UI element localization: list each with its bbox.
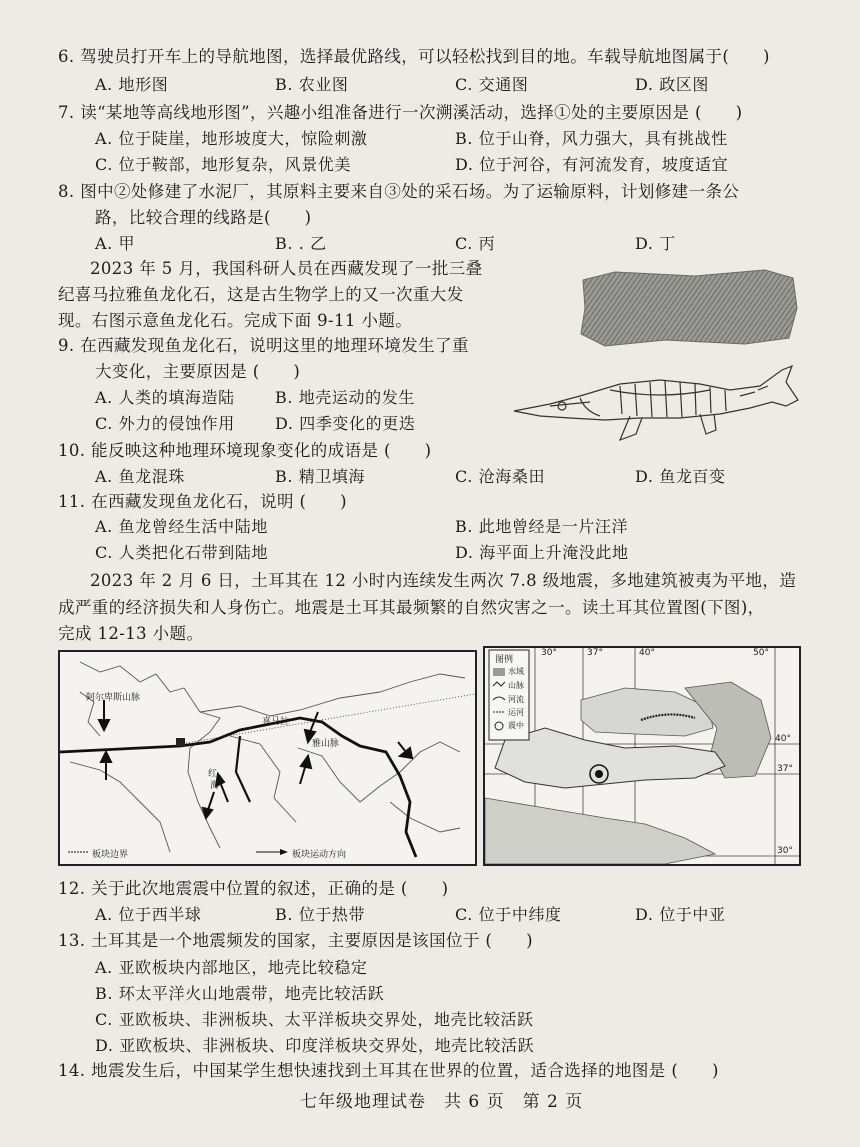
q12-option-a: A. 位于西半球 bbox=[95, 905, 202, 924]
q14-stem: 14. 地震发生后，中国某学生想快速找到土耳其在世界的位置，适合选择的地图是 ( ) bbox=[58, 1061, 719, 1080]
lon-label-37: 37° bbox=[587, 648, 603, 658]
q13-option-a: A. 亚欧板块内部地区，地壳比较稳定 bbox=[95, 958, 368, 977]
q10-option-d: D. 鱼龙百变 bbox=[635, 467, 726, 486]
legend-water: 水域 bbox=[508, 667, 524, 676]
lon-label-50: 50° bbox=[753, 648, 769, 658]
q11-option-b: B. 此地曾经是一片汪洋 bbox=[455, 517, 629, 536]
fossil-rock-image bbox=[575, 268, 800, 348]
legend-canal: 运河 bbox=[508, 708, 524, 717]
q9-option-d: D. 四季变化的更迭 bbox=[275, 414, 416, 433]
q8-option-a: A. 甲 bbox=[95, 234, 136, 253]
q10-stem: 10. 能反映这种地理环境现象变化的成语是 ( ) bbox=[58, 441, 432, 460]
legend-boundary: 板块边界 bbox=[92, 850, 129, 860]
q7-option-a: A. 位于陡崖，地形坡度大，惊险刺激 bbox=[95, 129, 368, 148]
q13-option-b: B. 环太平洋火山地震带，地壳比较活跃 bbox=[95, 984, 385, 1003]
q13-stem: 13. 土耳其是一个地震频发的国家，主要原因是该国位于 ( ) bbox=[58, 931, 533, 950]
label-red-sea-b: 海 bbox=[210, 781, 220, 791]
q10-option-b: B. 精卫填海 bbox=[275, 467, 366, 486]
q8-option-c: C. 丙 bbox=[455, 234, 496, 253]
q9-option-b: B. 地壳运动的发生 bbox=[275, 388, 415, 407]
legend-mountain: 山脉 bbox=[508, 681, 524, 690]
passage1-line2: 纪喜马拉雅鱼龙化石，这是古生物学上的又一次重大发 bbox=[58, 285, 464, 304]
q7-option-b: B. 位于山脊，风力强大，具有挑战性 bbox=[455, 129, 728, 148]
legend-epicenter: 震中 bbox=[508, 721, 524, 730]
legend-motion: 板块运动方向 bbox=[292, 850, 347, 860]
q6-option-a: A. 地形图 bbox=[95, 75, 169, 94]
label-red-sea-a: 红 bbox=[208, 769, 218, 779]
q6-stem: 6. 驾驶员打开车上的导航地图，选择最优路线，可以轻松找到目的地。车载导航地图属于( ) bbox=[58, 47, 770, 66]
q12-option-b: B. 位于热带 bbox=[275, 905, 366, 924]
lon-label-30: 30° bbox=[541, 648, 557, 658]
q12-option-c: C. 位于中纬度 bbox=[455, 905, 562, 924]
q13-option-c: C. 亚欧板块、非洲板块、太平洋板块交界处，地壳比较活跃 bbox=[95, 1010, 534, 1029]
q9-stem-line2: 大变化，主要原因是 ( ) bbox=[95, 362, 301, 381]
q7-option-c: C. 位于鞍部，地形复杂，风景优美 bbox=[95, 155, 352, 174]
ichthyosaur-fossil-image bbox=[510, 356, 805, 448]
lat-label-30: 30° bbox=[777, 846, 793, 856]
passage1-line3: 现。右图示意鱼龙化石。完成下面 9-11 小题。 bbox=[58, 311, 413, 330]
q6-option-c: C. 交通图 bbox=[455, 75, 529, 94]
q13-option-d: D. 亚欧板块、非洲板块、印度洋板块交界处，地壳比较活跃 bbox=[95, 1036, 535, 1055]
turkey-location-map bbox=[483, 646, 801, 866]
passage2-line1: 2023 年 2 月 6 日，土耳其在 12 小时内连续发生两次 7.8 级地震，多地建筑被夷为平地，造 bbox=[90, 571, 797, 590]
plate-map-drawing bbox=[60, 652, 475, 864]
legend-title: 图例 bbox=[495, 655, 514, 665]
plate-boundary-map bbox=[58, 650, 477, 866]
turkey-map-drawing bbox=[485, 648, 799, 864]
q10-option-a: A. 鱼龙混珠 bbox=[95, 467, 185, 486]
q8-stem-line1: 8. 图中②处修建了水泥厂，其原料主要来自③处的采石场。为了运输原料，计划修建一条公 bbox=[58, 182, 740, 201]
legend-river: 河流 bbox=[508, 695, 524, 704]
passage2-line3: 完成 12-13 小题。 bbox=[58, 624, 204, 643]
q11-option-c: C. 人类把化石带到陆地 bbox=[95, 543, 269, 562]
q9-option-a: A. 人类的填海造陆 bbox=[95, 388, 235, 407]
q12-option-d: D. 位于中亚 bbox=[635, 905, 726, 924]
q8-stem-line2: 路，比较合理的线路是( ) bbox=[95, 208, 312, 227]
q9-stem-line1: 9. 在西藏发现鱼龙化石，说明这里的地理环境发生了重 bbox=[58, 336, 469, 355]
q6-option-d: D. 政区图 bbox=[635, 75, 710, 94]
label-alps: 阿尔卑斯山脉 bbox=[86, 693, 141, 703]
q10-option-c: C. 沧海桑田 bbox=[455, 467, 546, 486]
q8-option-b: B. . 乙 bbox=[275, 234, 327, 253]
passage1-line1: 2023 年 5 月，我国科研人员在西藏发现了一批三叠 bbox=[90, 259, 483, 278]
q9-option-c: C. 外力的侵蚀作用 bbox=[95, 414, 235, 433]
q12-stem: 12. 关于此次地震震中位置的叙述，正确的是 ( ) bbox=[58, 879, 449, 898]
q11-option-d: D. 海平面上升淹没此地 bbox=[455, 543, 629, 562]
page-footer: 七年级地理试卷 共 6 页 第 2 页 bbox=[300, 1092, 584, 1112]
q7-option-d: D. 位于河谷，有河流发育，坡度适宜 bbox=[455, 155, 729, 174]
q7-stem: 7. 读“某地等高线地形图”，兴趣小组准备进行一次溯溪活动，选择①处的主要原因是 ( ) bbox=[58, 103, 743, 122]
label-himalaya-a: 喜马拉 bbox=[262, 717, 290, 727]
q8-option-d: D. 丁 bbox=[635, 234, 676, 253]
passage2-line2: 成严重的经济损失和人身伤亡。地震是土耳其最频繁的自然灾害之一。读土耳其位置图(下图)， bbox=[58, 598, 765, 617]
q6-option-b: B. 农业图 bbox=[275, 75, 349, 94]
lat-label-37: 37° bbox=[777, 764, 793, 774]
lon-label-40: 40° bbox=[639, 648, 655, 658]
lat-label-40: 40° bbox=[775, 734, 791, 744]
q11-stem: 11. 在西藏发现鱼龙化石，说明 ( ) bbox=[58, 492, 348, 511]
q11-option-a: A. 鱼龙曾经生活中陆地 bbox=[95, 517, 268, 536]
label-himalaya-b: 雅山脉 bbox=[312, 739, 340, 749]
